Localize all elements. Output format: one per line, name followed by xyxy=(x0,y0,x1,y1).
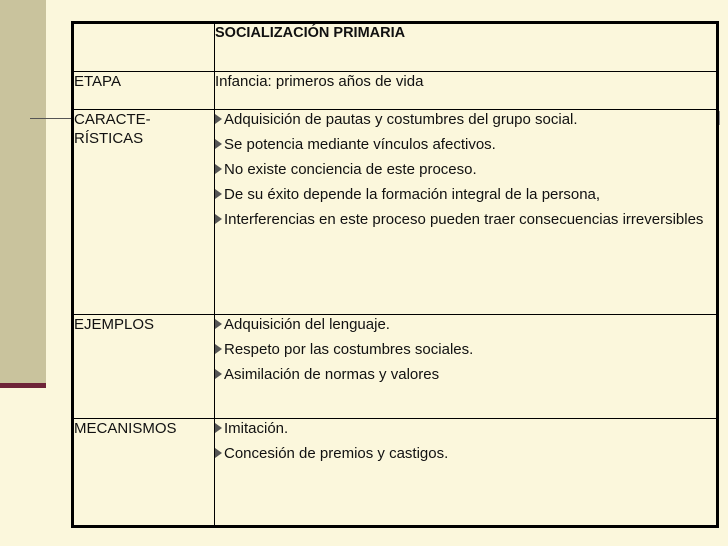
row-list-ejemplos xyxy=(215,315,718,419)
list-item: Asimilación de normas y valores xyxy=(215,365,716,384)
list-item: Imitación. xyxy=(215,419,716,438)
table-title: SOCIALIZACIÓN PRIMARIA xyxy=(215,23,718,72)
list-item: Respeto por las costumbres sociales. xyxy=(215,340,716,359)
list-item: No existe conciencia de este proceso. xyxy=(215,160,716,179)
row-etapa xyxy=(73,72,718,110)
side-decoration-band xyxy=(0,0,46,383)
list-item: Interferencias en este proceso pueden traer consecuencias irreversibles xyxy=(215,210,716,229)
list-item: Adquisición del lenguaje. xyxy=(215,315,716,334)
row-label-etapa: ETAPA xyxy=(73,72,215,110)
list-item: De su éxito depende la formación integral de la persona, xyxy=(215,185,716,204)
socialization-table xyxy=(71,21,719,528)
side-decoration-shadow xyxy=(0,383,46,388)
list-item: Se potencia mediante vínculos afectivos. xyxy=(215,135,716,154)
row-ejemplos xyxy=(73,315,718,419)
row-label-ejemplos: EJEMPLOS xyxy=(73,315,215,419)
row-mecanismos xyxy=(73,419,718,527)
row-text-etapa: Infancia: primeros años de vida xyxy=(215,72,718,110)
header-empty-cell xyxy=(73,23,215,72)
row-label-mecanismos: MECANISMOS xyxy=(73,419,215,527)
row-label-caracteristicas: CARACTE-RÍSTICAS xyxy=(73,110,215,315)
row-list-caracteristicas xyxy=(215,110,718,315)
row-caracteristicas xyxy=(73,110,718,315)
table-header-row xyxy=(73,23,718,72)
list-item: Concesión de premios y castigos. xyxy=(215,444,716,463)
row-list-mecanismos xyxy=(215,419,718,527)
list-item: Adquisición de pautas y costumbres del grupo social. xyxy=(215,110,716,129)
